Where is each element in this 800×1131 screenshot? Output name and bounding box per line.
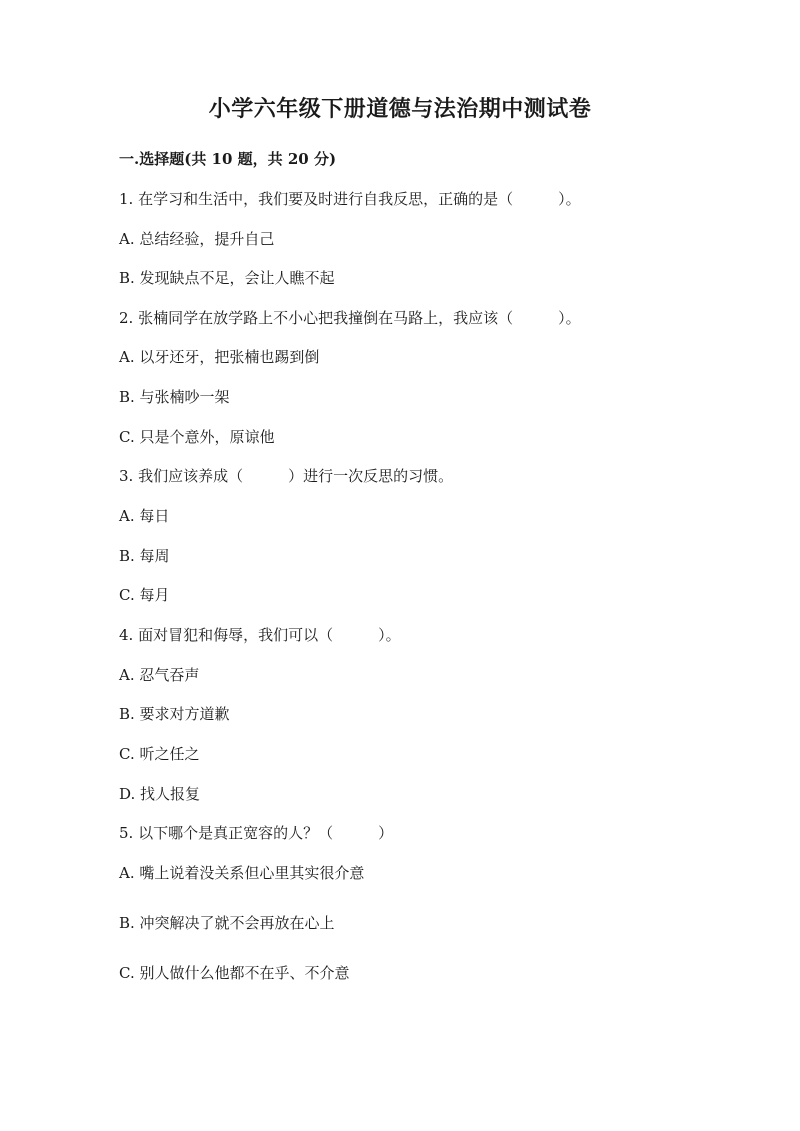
question-4-option-c: C. 听之任之 xyxy=(119,745,200,763)
question-1-option-a: A. 总结经验，提升自己 xyxy=(119,230,275,248)
section-heading: 一.选择题(共 10 题，共 20 分) xyxy=(119,150,337,168)
question-3-stem: 3. 我们应该养成（ ）进行一次反思的习惯。 xyxy=(119,467,454,485)
page-title: 小学六年级下册道德与法治期中测试卷 xyxy=(208,96,592,122)
question-1-stem: 1. 在学习和生活中，我们要及时进行自我反思，正确的是（ ）。 xyxy=(119,190,581,208)
question-5-option-c: C. 别人做什么他都不在乎、不介意 xyxy=(119,964,350,982)
question-2-option-b: B. 与张楠吵一架 xyxy=(119,388,230,406)
question-2-option-c: C. 只是个意外，原谅他 xyxy=(119,428,275,446)
question-4-option-d: D. 找人报复 xyxy=(119,785,201,803)
question-4-stem: 4. 面对冒犯和侮辱，我们可以（ ）。 xyxy=(119,626,401,644)
question-4-option-a: A. 忍气吞声 xyxy=(119,666,200,684)
question-5-option-a: A. 嘴上说着没关系但心里其实很介意 xyxy=(119,864,365,882)
question-4-option-b: B. 要求对方道歉 xyxy=(119,705,230,723)
question-1-option-b: B. 发现缺点不足，会让人瞧不起 xyxy=(119,269,335,287)
question-3-option-c: C. 每月 xyxy=(119,586,170,604)
question-3-option-b: B. 每周 xyxy=(119,547,170,565)
question-5-option-b: B. 冲突解决了就不会再放在心上 xyxy=(119,914,335,932)
question-3-option-a: A. 每日 xyxy=(119,507,170,525)
question-5-stem: 5. 以下哪个是真正宽容的人？（ ） xyxy=(119,824,394,842)
question-2-option-a: A. 以牙还牙，把张楠也踢到倒 xyxy=(119,348,320,366)
question-2-stem: 2. 张楠同学在放学路上不小心把我撞倒在马路上，我应该（ ）。 xyxy=(119,309,581,327)
